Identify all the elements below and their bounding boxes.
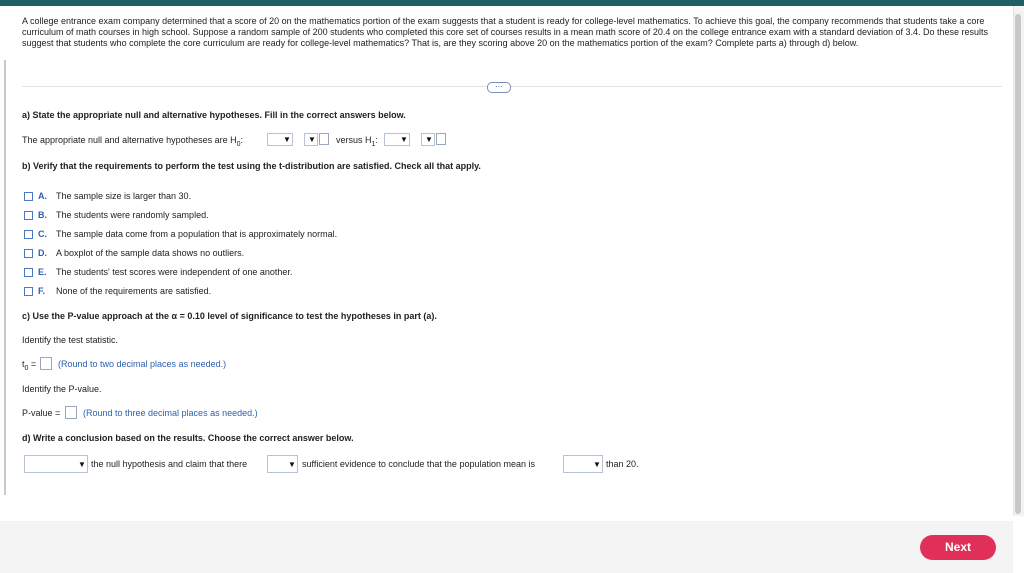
option-c-text: The sample data come from a population that is approximately normal.: [56, 229, 338, 239]
problem-statement: A college entrance exam company determined that a score of 20 on the mathematics portion of the exam suggests that a student is ready for college-level mathematics. To achieve this goal, the company recommends that students take a core curriculum of math courses in high school. Suppose a random sample of 200 students who completed this core set of courses results in a mean math score of 20.4 on the college entrance exam with a standard deviation of 3.4. Do these results suggest that students who complete the core curriculum are ready for college-level mathematics? That is, are they scoring above 20 on the mathematics portion of the exam? Complete parts a) through d) below.: [22, 16, 989, 49]
checkbox-a[interactable]: [24, 192, 33, 201]
option-d-text: A boxplot of the sample data shows no outliers.: [56, 248, 245, 258]
next-button[interactable]: Next: [920, 535, 996, 560]
conclusion-text-2: sufficient evidence to conclude that the population mean is: [302, 459, 535, 469]
option-e-letter: E.: [38, 267, 47, 277]
top-bar: [0, 0, 1024, 6]
h1-value-input[interactable]: [436, 133, 446, 145]
h1-parameter-dropdown[interactable]: [384, 133, 410, 146]
comparison-dropdown[interactable]: [563, 455, 603, 473]
chevron-down-icon: ▼: [425, 135, 433, 144]
identify-statistic-label: Identify the test statistic.: [22, 335, 119, 345]
scrollbar-thumb[interactable]: [1015, 14, 1021, 514]
divider: [22, 86, 1002, 87]
conclusion-text-3: than 20.: [606, 459, 639, 469]
option-a-text: The sample size is larger than 30.: [56, 191, 192, 201]
option-e-text: The students' test scores were independent of one another.: [56, 267, 293, 277]
checkbox-f[interactable]: [24, 287, 33, 296]
chevron-down-icon: ▼: [400, 135, 408, 144]
part-a-heading: a) State the appropriate null and alternative hypotheses. Fill in the correct answers below.: [22, 110, 406, 120]
chevron-down-icon: ▼: [288, 460, 296, 469]
option-c-letter: C.: [38, 229, 47, 239]
footer-bar: [0, 521, 1013, 573]
part-c-heading: c) Use the P-value approach at the α = 0.10 level of significance to test the hypotheses in part (a).: [22, 311, 437, 321]
versus-label: versus $H_1$:: [336, 135, 378, 148]
left-divider: [4, 60, 6, 495]
h0-operator-dropdown[interactable]: [304, 133, 318, 146]
t0-label: $t_0$ =: [22, 359, 37, 372]
checkbox-b[interactable]: [24, 211, 33, 220]
checkbox-e[interactable]: [24, 268, 33, 277]
test-statistic-input[interactable]: [40, 357, 52, 370]
part-d-heading: d) Write a conclusion based on the results. Choose the correct answer below.: [22, 433, 354, 443]
h0-value-input[interactable]: [319, 133, 329, 145]
part-b-heading: b) Verify that the requirements to perform the test using the t-distribution are satisfied. Check all that apply.: [22, 161, 481, 171]
identify-pvalue-label: Identify the P-value.: [22, 384, 102, 394]
option-d-letter: D.: [38, 248, 47, 258]
option-b-letter: B.: [38, 210, 47, 220]
pvalue-input[interactable]: [65, 406, 77, 419]
chevron-down-icon: ▼: [593, 460, 601, 469]
h0-parameter-dropdown[interactable]: [267, 133, 293, 146]
evidence-dropdown[interactable]: [267, 455, 298, 473]
pvalue-rounding-hint: (Round to three decimal places as needed.): [83, 408, 258, 418]
conclusion-text-1: the null hypothesis and claim that there: [91, 459, 248, 469]
option-f-text: None of the requirements are satisfied.: [56, 286, 212, 296]
t0-rounding-hint: (Round to two decimal places as needed.): [58, 359, 227, 369]
h1-operator-dropdown[interactable]: [421, 133, 435, 146]
option-b-text: The students were randomly sampled.: [56, 210, 209, 220]
checkbox-c[interactable]: [24, 230, 33, 239]
chevron-down-icon: ▼: [308, 135, 316, 144]
option-f-letter: F.: [38, 286, 46, 296]
pvalue-label: P-value =: [22, 408, 61, 418]
more-button[interactable]: ⋯: [487, 82, 511, 93]
checkbox-d[interactable]: [24, 249, 33, 258]
chevron-down-icon: ▼: [78, 460, 86, 469]
chevron-down-icon: ▼: [283, 135, 291, 144]
hypotheses-lead: The appropriate null and alternative hypotheses are $H_0$:: [22, 135, 244, 148]
option-a-letter: A.: [38, 191, 47, 201]
decision-dropdown[interactable]: [24, 455, 88, 473]
